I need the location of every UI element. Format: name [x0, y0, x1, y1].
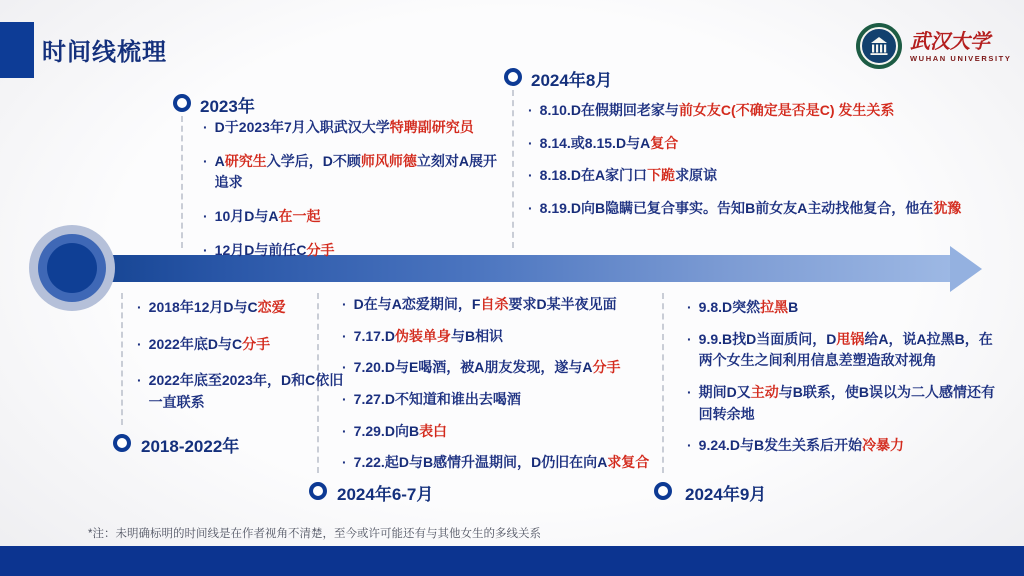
bullet-text: 7.20.D与E喝酒，被A朋友发现，遂与A分手: [353, 359, 621, 376]
timeline-bullet: [203, 206, 503, 228]
bullet-list-2024-08: [528, 100, 966, 231]
bullet-dot-icon: ·: [687, 330, 692, 347]
timeline-bullet: [342, 294, 664, 316]
bullet-text: 12月D与前任C分手: [214, 241, 335, 258]
dashed-connector: [512, 90, 514, 248]
bullet-dot-icon: ·: [687, 299, 692, 315]
bullet-dot-icon: ·: [203, 152, 208, 169]
bullet-dot-icon: ·: [203, 241, 208, 258]
section-label-2023: 2023年: [200, 97, 255, 116]
university-seal-icon: [856, 23, 902, 69]
bullet-list-2024-09: [687, 297, 999, 467]
timeline-node-icon: [113, 434, 131, 452]
timeline-bullet: [528, 133, 966, 155]
section-label-2024-09: 2024年9月: [685, 485, 767, 504]
bullet-dot-icon: ·: [203, 119, 208, 135]
bullet-text: 9.24.D与B发生关系后开始冷暴力: [698, 437, 905, 454]
bullet-list-2018-2022: [137, 297, 352, 429]
bullet-dot-icon: ·: [342, 422, 347, 439]
timeline-bullet: [687, 382, 999, 425]
bullet-dot-icon: ·: [342, 454, 347, 471]
bullet-dot-icon: ·: [687, 437, 692, 454]
bullet-dot-icon: ·: [528, 134, 533, 151]
timeline-bullet: [528, 198, 966, 220]
bullet-dot-icon: ·: [528, 167, 533, 184]
university-logo: [856, 20, 1016, 72]
bullet-text: 8.18.D在A家门口下跪求原谅: [539, 167, 718, 184]
bullet-text: D于2023年7月入职武汉大学特聘副研究员: [214, 119, 474, 135]
bullet-text: 8.10.D在假期回老家与前女友C(不确定是否是C) 发生关系: [539, 102, 895, 118]
timeline-bullet: [687, 435, 999, 457]
bullet-list-2024-06-07: [342, 294, 664, 484]
timeline-node-icon: [654, 482, 672, 500]
timeline-origin-circle-inner: [47, 243, 97, 293]
bullet-text: 9.8.D突然拉黑B: [698, 299, 799, 315]
timeline-bullet: [528, 165, 966, 187]
university-name-en: WUHAN UNIVERSITY: [910, 53, 1012, 63]
dashed-connector: [121, 293, 123, 425]
timeline-bullet: [528, 100, 966, 122]
building-glyph-icon: [868, 35, 890, 57]
bullet-dot-icon: ·: [342, 327, 347, 344]
timeline-node-icon: [173, 94, 191, 112]
bullet-text: 9.9.B找D当面质问，D甩锅给A，说A拉黑B，在两个女生之间利用信息差塑造敌对视角: [698, 330, 993, 369]
timeline-bullet: [687, 297, 999, 319]
section-label-2024-08: 2024年8月: [531, 71, 613, 90]
timeline-bullet: [203, 117, 503, 139]
page-title: 时间线梳理: [42, 39, 167, 66]
bullet-dot-icon: ·: [203, 208, 208, 225]
bullet-text: 期间D又主动与B联系，使B误以为二人感情还有回转余地: [698, 384, 996, 422]
title-accent-square: [0, 22, 34, 78]
bullet-dot-icon: ·: [137, 372, 142, 389]
timeline-bullet: [203, 240, 503, 262]
timeline-arrowhead-icon: [950, 246, 982, 292]
bullet-dot-icon: ·: [528, 200, 533, 217]
bullet-text: 7.29.D向B表白: [353, 422, 448, 439]
bullet-text: A研究生入学后，D不顾师风师德立刻对A展开追求: [214, 152, 498, 191]
university-logo-text: [910, 30, 1011, 63]
timeline-bullet: [687, 329, 999, 372]
bullet-text: D在与A恋爱期间，F自杀要求D某半夜见面: [353, 296, 617, 312]
footnote: *注：未明确标明的时间线是在作者视角不清楚，至今或许可能还有与其他女生的多线关系: [88, 528, 541, 540]
timeline-node-icon: [309, 482, 327, 500]
bullet-text: 10月D与A在一起: [214, 208, 321, 225]
bullet-text: 7.27.D不知道和谁出去喝酒: [353, 391, 521, 408]
bullet-list-2023: [203, 117, 503, 273]
bullet-text: 8.14.或8.15.D与A复合: [539, 134, 679, 151]
timeline-node-icon: [504, 68, 522, 86]
bullet-dot-icon: ·: [528, 102, 533, 118]
bullet-text: 2018年12月D与C恋爱: [148, 299, 286, 315]
bullet-text: 2022年底至2023年，D和C依旧一直联系: [148, 372, 344, 411]
bullet-text: 8.19.D向B隐瞒已复合事实。告知B前女友A主动找他复合，他在犹豫: [539, 200, 962, 217]
bullet-dot-icon: ·: [342, 296, 347, 312]
timeline-bullet: [342, 389, 664, 411]
bullet-dot-icon: ·: [342, 359, 347, 376]
bullet-dot-icon: ·: [137, 299, 142, 315]
bullet-dot-icon: ·: [342, 391, 347, 408]
timeline-bullet: [342, 326, 664, 348]
timeline-bullet: [342, 452, 664, 474]
timeline-bullet: [137, 334, 352, 356]
bullet-text: 7.22.起D与B感情升温期间，D仍旧在向A求复合: [353, 454, 650, 471]
timeline-bullet: [342, 357, 664, 379]
bullet-dot-icon: ·: [137, 335, 142, 352]
university-name-cn: 武汉大学: [910, 28, 990, 53]
bottom-accent-bar: [0, 546, 1024, 576]
bullet-text: 2022年底D与C分手: [148, 335, 271, 352]
bullet-text: 7.17.D伪装单身与B相识: [353, 327, 504, 344]
bullet-dot-icon: ·: [687, 384, 692, 401]
section-label-2024-06-07: 2024年6-7月: [337, 485, 434, 504]
section-label-2018-2022: 2018-2022年: [141, 437, 240, 456]
timeline-bullet: [137, 370, 352, 413]
timeline-bullet: [203, 151, 503, 194]
dashed-connector: [181, 116, 183, 248]
timeline-bullet: [342, 421, 664, 443]
timeline-bullet: [137, 297, 352, 319]
